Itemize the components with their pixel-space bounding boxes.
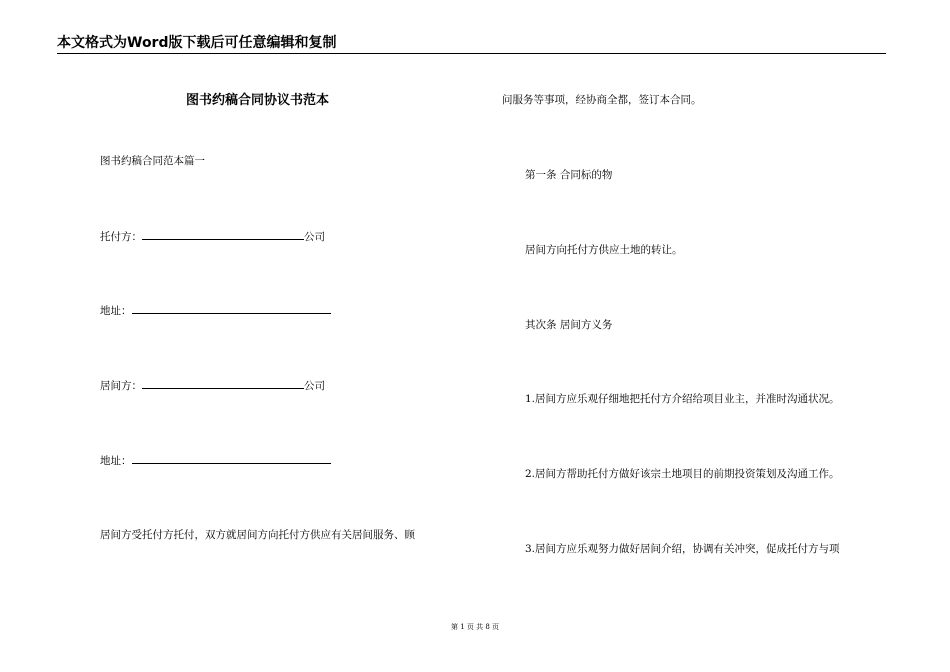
article-2-heading: 其次条 居间方义务 <box>525 319 613 331</box>
intro-paragraph: 居间方受托付方托付，双方就居间方向托付方供应有关居间服务、顾 <box>100 529 415 541</box>
article-1-text: 居间方向托付方供应土地的转让。 <box>525 244 683 256</box>
section-subtitle: 图书约稿合同范本篇一 <box>100 155 205 167</box>
document-title: 图书约稿合同协议书范本 <box>186 93 330 108</box>
article-1-heading: 第一条 合同标的物 <box>525 169 613 181</box>
broker-label: 居间方： <box>100 380 142 392</box>
broker-blank <box>142 378 304 389</box>
payer-suffix: 公司 <box>304 231 325 243</box>
duty-item-1: 1.居间方应乐观仔细地把托付方介绍给项目业主，并准时沟通状况。 <box>525 393 840 405</box>
address-label: 地址： <box>100 305 132 317</box>
payer-label: 托付方： <box>100 231 142 243</box>
payer-line <box>100 229 325 244</box>
duty-item-2: 2.居间方帮助托付方做好该宗土地项目的前期投资策划及沟通工作。 <box>525 468 840 480</box>
address-label: 地址： <box>100 455 132 467</box>
broker-address-line <box>100 453 331 468</box>
payer-blank <box>142 229 304 240</box>
document-banner: 本文格式为Word版下载后可任意编辑和复制 <box>57 35 337 51</box>
broker-address-blank <box>132 453 331 464</box>
payer-address-blank <box>132 303 331 314</box>
header-divider <box>57 53 886 54</box>
broker-line <box>100 378 325 393</box>
payer-address-line <box>100 303 331 318</box>
broker-suffix: 公司 <box>304 380 325 392</box>
duty-item-3: 3.居间方应乐观努力做好居间介绍，协调有关冲突，促成托付方与项 <box>525 543 840 555</box>
intro-paragraph-continued: 问服务等事项，经协商全都，签订本合同。 <box>502 94 702 106</box>
page-indicator: 第 1 页 共 8 页 <box>450 623 500 631</box>
